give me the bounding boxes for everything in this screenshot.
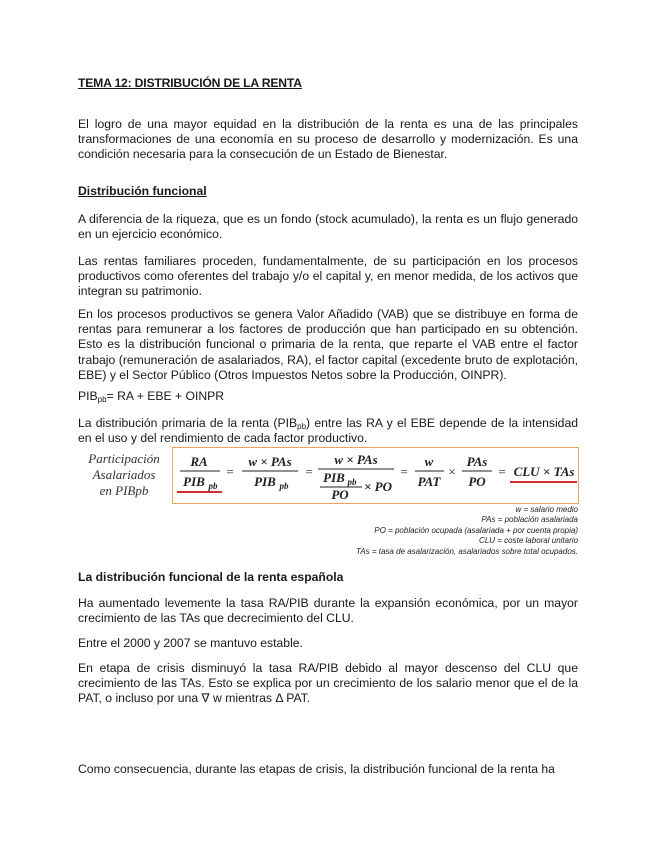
legend-line: CLU = coste laboral unitario [479, 536, 578, 546]
section-heading-renta-espanola: La distribución funcional de la renta española [78, 570, 344, 584]
svg-text:pb: pb [347, 477, 357, 487]
intro-paragraph: El logro de una mayor equidad en la distribución de la renta es una de las principales transformaciones de una economía en su proceso de desarrollo y modernización. Es una condición necesaria para la consecución de un Estado de Bienestar. [78, 117, 578, 162]
formula-label: Participación Asalariados en PIBpb [88, 451, 160, 498]
svg-text:=: = [225, 464, 235, 479]
paragraph-riqueza-renta: A diferencia de la riqueza, que es un fondo (stock acumulado), la renta es un flujo generado en un ejercicio económico. [78, 212, 578, 242]
svg-text:PIB: PIB [254, 474, 276, 489]
legend-line: TAs = tasa de asalarización, asalariados sobre total ocupados. [356, 546, 578, 556]
paragraph-rentas-familiares: Las rentas familiares proceden, fundamentalmente, de su participación en los procesos productivos como oferentes del trabajo y/o el capital y, en menor medida, de los activos que integran su patrimonio. [78, 254, 578, 299]
svg-text:PAT: PAT [417, 474, 441, 489]
formula-pib-sub: pb [208, 481, 218, 491]
section-heading-distribucion-funcional: Distribución funcional [78, 184, 207, 198]
pib-rhs: = RA + EBE + OINPR [106, 389, 225, 403]
svg-text:PIB: PIB [323, 470, 345, 485]
legend-line: w = salario medio [515, 505, 578, 514]
svg-text:=: = [497, 464, 507, 479]
svg-text:=: = [304, 464, 314, 479]
pib-lhs: PIB [78, 389, 98, 403]
pib-identity [78, 389, 578, 404]
page-title: TEMA 12: DISTRIBUCIÓN DE LA RENTA [78, 76, 302, 90]
formula-ra: RA [190, 454, 208, 469]
paragraph-consecuencia: Como consecuencia, durante las etapas de crisis, la distribución funcional de la renta ha [78, 762, 555, 776]
svg-text:PO: PO [331, 487, 349, 502]
pib-subscript: pb [97, 395, 107, 404]
svg-text:× PO: × PO [364, 479, 392, 494]
formula-pib: PIB [183, 474, 205, 489]
formula-result: CLU × TAs [513, 464, 575, 479]
paragraph-valor-anadido: En los procesos productivos se genera Valor Añadido (VAB) que se distribuye en forma de rentas para remunerar a los factores de producción que han participado en su obtención. Esto es la distribución funcional o primaria de la renta, que reparte el VAB entre el factor trabajo (remuneración de asalariados, RA), el factor capital (excedente bruto de explotación, EBE) y el Sector Público (Otros Impuestos Netos sobre la Producción, OINPR). [78, 307, 578, 382]
legend-line: PAs = población asalariada [481, 515, 578, 525]
formula-w-pas: w × PAs [248, 454, 292, 469]
legend-line: PO = población ocupada (asalariada + por cuenta propia) [374, 525, 578, 535]
svg-text:w: w [424, 454, 434, 469]
svg-text:w × PAs: w × PAs [334, 452, 378, 467]
paragraph-expansion: Ha aumentado levemente la tasa RA/PIB durante la expansión económica, por un mayor crecimiento de las TAs que decrecimiento del CLU. [78, 596, 578, 626]
paragraph-estable: Entre el 2000 y 2007 se mantuvo estable. [78, 636, 303, 650]
svg-text:PAs: PAs [466, 454, 488, 469]
svg-text:×: × [447, 464, 457, 479]
formula-legend [158, 505, 578, 557]
svg-text:pb: pb [279, 481, 289, 491]
paragraph-distribucion-primaria: La distribución primaria de la renta $(PIB_{pb})$ entre las RA y el EBE depende de la intensidad en el uso y del rendimiento de cada factor productivo. [78, 416, 579, 446]
svg-text:=: = [399, 464, 409, 479]
participation-formula [78, 447, 578, 507]
svg-text:PO: PO [468, 474, 486, 489]
paragraph-crisis: En etapa de crisis disminuyó la tasa RA/PIB debido al mayor descenso del CLU que crecimiento de las TAs. Esto se explica por un crecimiento de los salario menor que el de la PAT, o incluso por una ∇ w mientras Δ PAT. [78, 661, 578, 706]
formula-equation [172, 447, 579, 504]
